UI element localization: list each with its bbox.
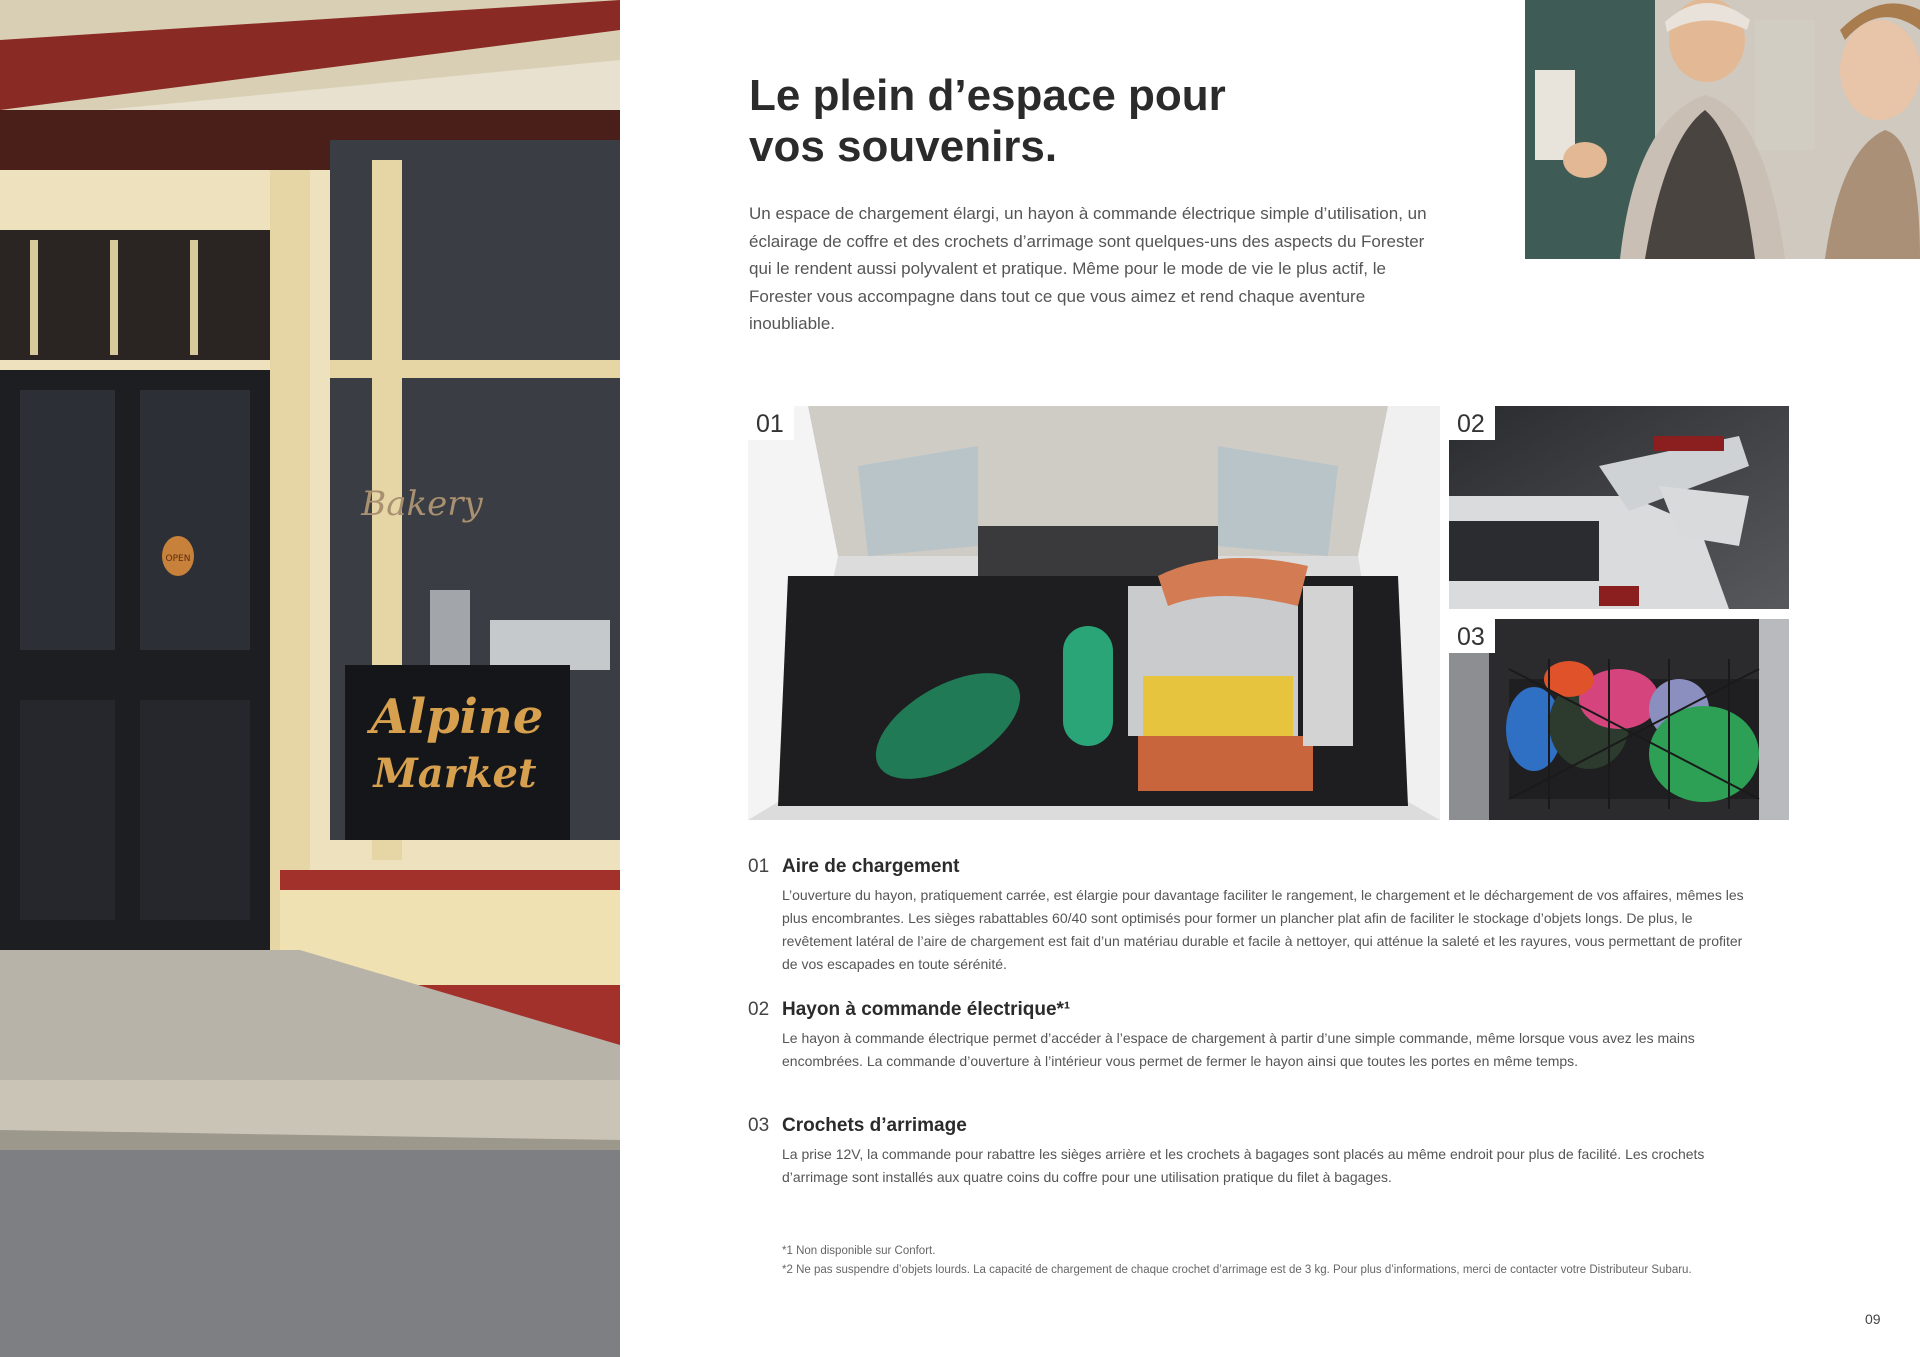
photo-label-01: 01	[748, 406, 794, 440]
feature-title: Crochets d’arrimage	[782, 1115, 967, 1136]
footnote: *2 Ne pas suspendre d’objets lourds. La capacité de chargement de chaque crochet d’arrimage est de 3 kg. Pour plus d’informations, merci de contacter votre Distributeur Subaru.	[782, 1264, 1692, 1276]
storefront-sign-line2: Market	[373, 750, 537, 797]
footnote: *1 Non disponible sur Confort.	[782, 1245, 936, 1257]
footnotes	[782, 1242, 1757, 1280]
storefront-sign-bakery: Bakery	[361, 484, 483, 524]
tie-down-hooks-photo	[1449, 619, 1789, 820]
photo-label-03: 03	[1449, 619, 1495, 653]
storefront-photo	[0, 0, 620, 1357]
page-title-line1: Le plein d’espace pour	[749, 71, 1226, 120]
feature-body: L’ouverture du hayon, pratiquement carrée, est élargie pour davantage faciliter le rangement, le chargement et le déchargement de vos affaires, mêmes les plus encombrantes. Les sièges rabattables 60/40 sont optimisés pour former un plancher plat afin de faciliter le stockage d’objets longs. De plus, le revêtement latéral de l’aire de chargement est fait d’un matériau durable et facile à nettoyer, qui atténue la saleté et les rayures, vous permettant de profiter de vos escapades en toute sérénité.	[782, 887, 1744, 972]
cargo-area-photo	[748, 406, 1440, 820]
feature-tie-down-hooks	[748, 1115, 1758, 1189]
door-open-badge: OPEN	[165, 554, 191, 564]
page-title-line2: vos souvenirs.	[749, 122, 1058, 171]
intro-paragraph: Un espace de chargement élargi, un hayon à commande électrique simple d’utilisation, un éclairage de coffre et des crochets d’arrimage sont quelques-uns des aspects du Forester qui le rendent aussi polyvalent et pratique. Même pour le mode de vie le plus actif, le Forester vous accompagne dans tout ce que vous aimez et rend chaque aventure inoubliable.	[749, 204, 1427, 333]
feature-body: La prise 12V, la commande pour rabattre les sièges arrière et les crochets à bagages sont placés au même endroit pour plus de facilité. Les crochets d’arrimage sont installés aux quatre coins du coffre pour une utilisation pratique du filet à bagages.	[782, 1146, 1705, 1185]
page-number: 09	[1865, 1311, 1881, 1327]
feature-body: Le hayon à commande électrique permet d’accéder à l’espace de chargement à partir d’une simple commande, même lorsque vous avez les mains encombrées. La commande d’ouverture à l’intérieur vous permet de fermer le hayon ainsi que toutes les portes en même temps.	[782, 1030, 1695, 1069]
feature-power-tailgate	[748, 999, 1758, 1073]
photo-label-02: 02	[1449, 406, 1495, 440]
people-photo	[1525, 0, 1920, 259]
feature-number: 02	[748, 999, 770, 1020]
feature-number: 03	[748, 1115, 770, 1136]
feature-cargo-area	[748, 856, 1758, 976]
tailgate-photo	[1449, 406, 1789, 609]
feature-title: Hayon à commande électrique*¹	[782, 999, 1071, 1020]
feature-number: 01	[748, 856, 770, 877]
storefront-sign-line1: Alpine	[370, 689, 544, 745]
page-title	[749, 70, 1309, 172]
feature-title: Aire de chargement	[782, 856, 960, 877]
